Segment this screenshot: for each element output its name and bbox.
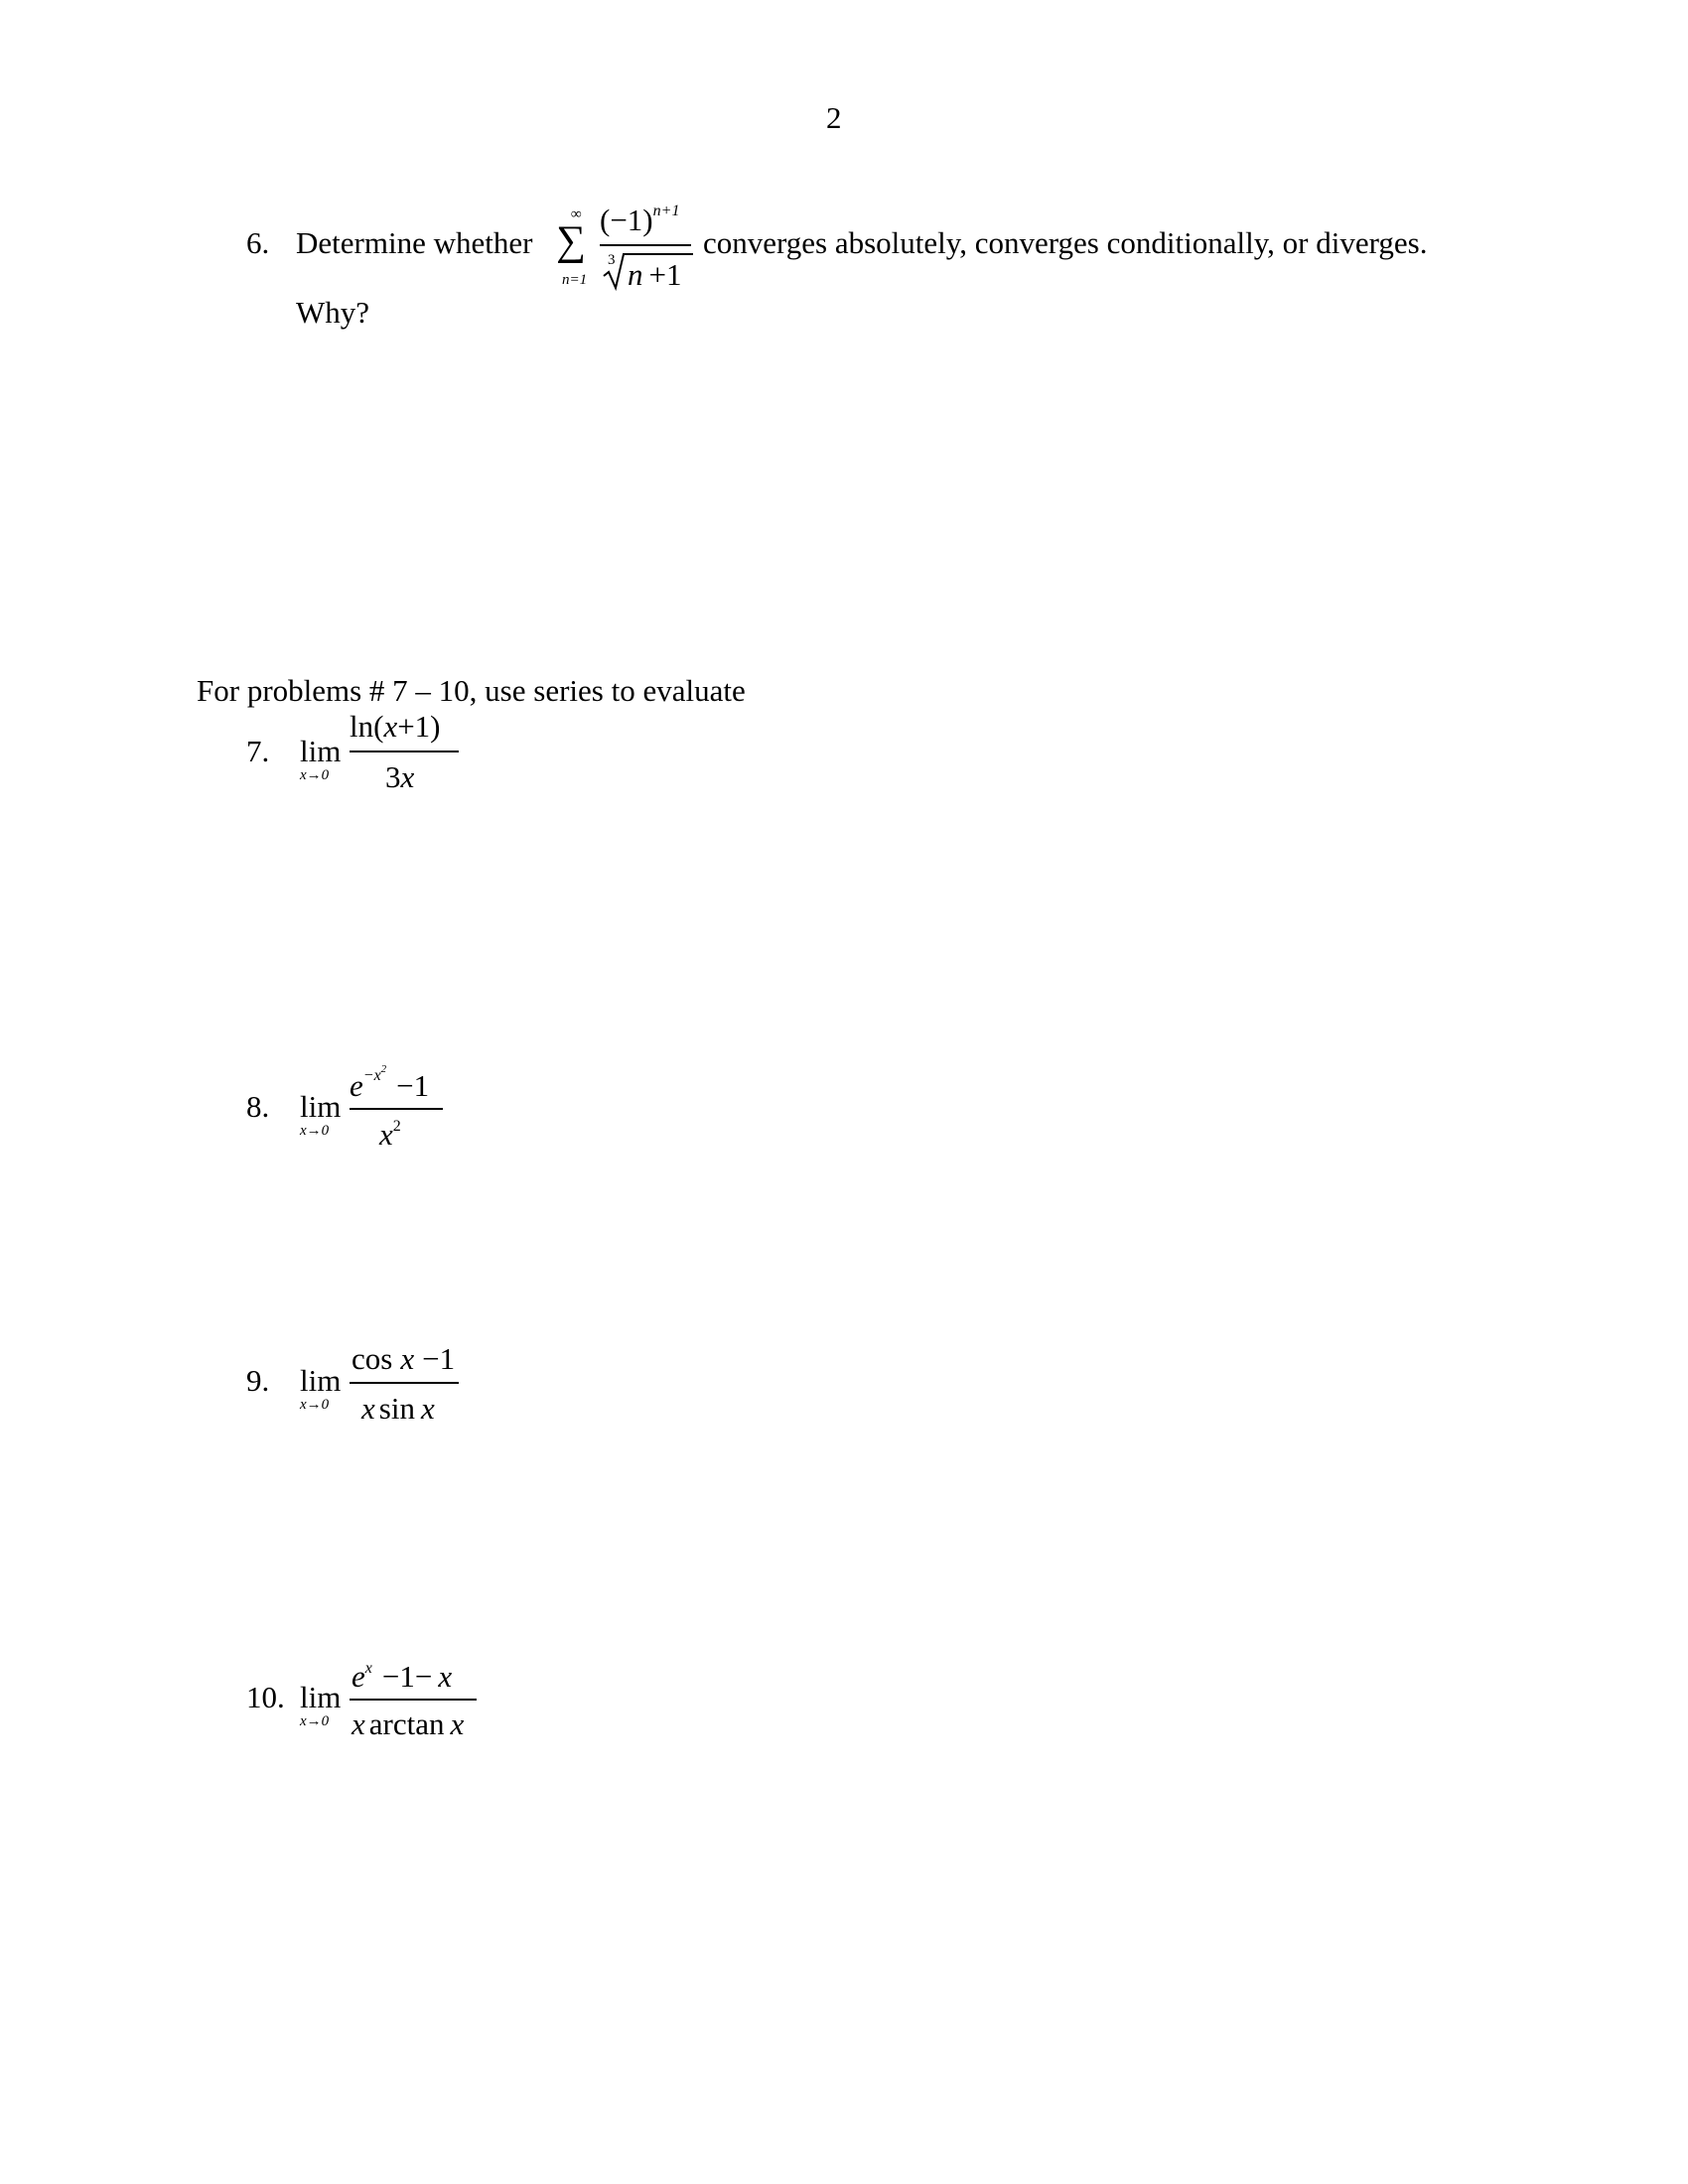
problem-7-numerator: ln(x+1) bbox=[350, 709, 441, 744]
lim-subscript: x→0 bbox=[300, 767, 330, 783]
problem-8-denominator: $x^2$ bbox=[379, 1117, 401, 1152]
series-numerator: $(-1)^{n+1}$ bbox=[600, 202, 680, 237]
problem-10-fraction-bar bbox=[350, 1699, 477, 1701]
lim-subscript: x→0 bbox=[300, 1713, 330, 1729]
problem-6-why: Why? bbox=[296, 295, 370, 330]
problem-7-fraction-bar bbox=[350, 751, 459, 752]
cube-root bbox=[602, 252, 693, 292]
problem-8-fraction-bar bbox=[350, 1108, 443, 1110]
series-fraction-bar bbox=[600, 244, 691, 246]
page-number: 2 bbox=[826, 100, 842, 135]
problem-7-number: 7. bbox=[246, 734, 270, 768]
problem-8-numerator: $e^{-x2} -1$ bbox=[350, 1063, 430, 1103]
problem-10-numerator: $e^x -1- x$ bbox=[352, 1659, 453, 1694]
problem-7-denominator: 3x bbox=[385, 759, 415, 794]
root-index: 3 bbox=[608, 252, 616, 268]
problem-9-numerator: cos x −1 bbox=[352, 1341, 456, 1376]
instructions: For problems # 7 – 10, use series to evaluate bbox=[197, 673, 746, 708]
lim-subscript: x→0 bbox=[300, 1123, 330, 1139]
lim-subscript: x→0 bbox=[300, 1397, 330, 1413]
sigma-symbol: ∑ bbox=[556, 218, 586, 264]
lim-operator: lim bbox=[300, 1089, 342, 1124]
problem-10-denominator: x arctan x bbox=[352, 1706, 465, 1741]
problem-9-fraction-bar bbox=[350, 1382, 459, 1384]
problem-6-lead: Determine whether bbox=[296, 225, 533, 260]
radicand: n +1 bbox=[628, 257, 682, 292]
problem-10-number: 10. bbox=[246, 1680, 285, 1714]
problem-6-tail: converges absolutely, converges conditionally, or diverges. bbox=[703, 225, 1428, 260]
problem-6-number: 6. bbox=[246, 225, 270, 260]
problem-9-number: 9. bbox=[246, 1363, 270, 1398]
lim-operator: lim bbox=[300, 1680, 342, 1714]
lim-operator: lim bbox=[300, 734, 342, 768]
sum-lower-limit: n=1 bbox=[562, 272, 588, 288]
sum-upper-limit: ∞ bbox=[571, 206, 582, 222]
problem-8-number: 8. bbox=[246, 1089, 270, 1124]
problem-9-denominator: x sin x bbox=[361, 1391, 435, 1426]
lim-operator: lim bbox=[300, 1363, 342, 1398]
